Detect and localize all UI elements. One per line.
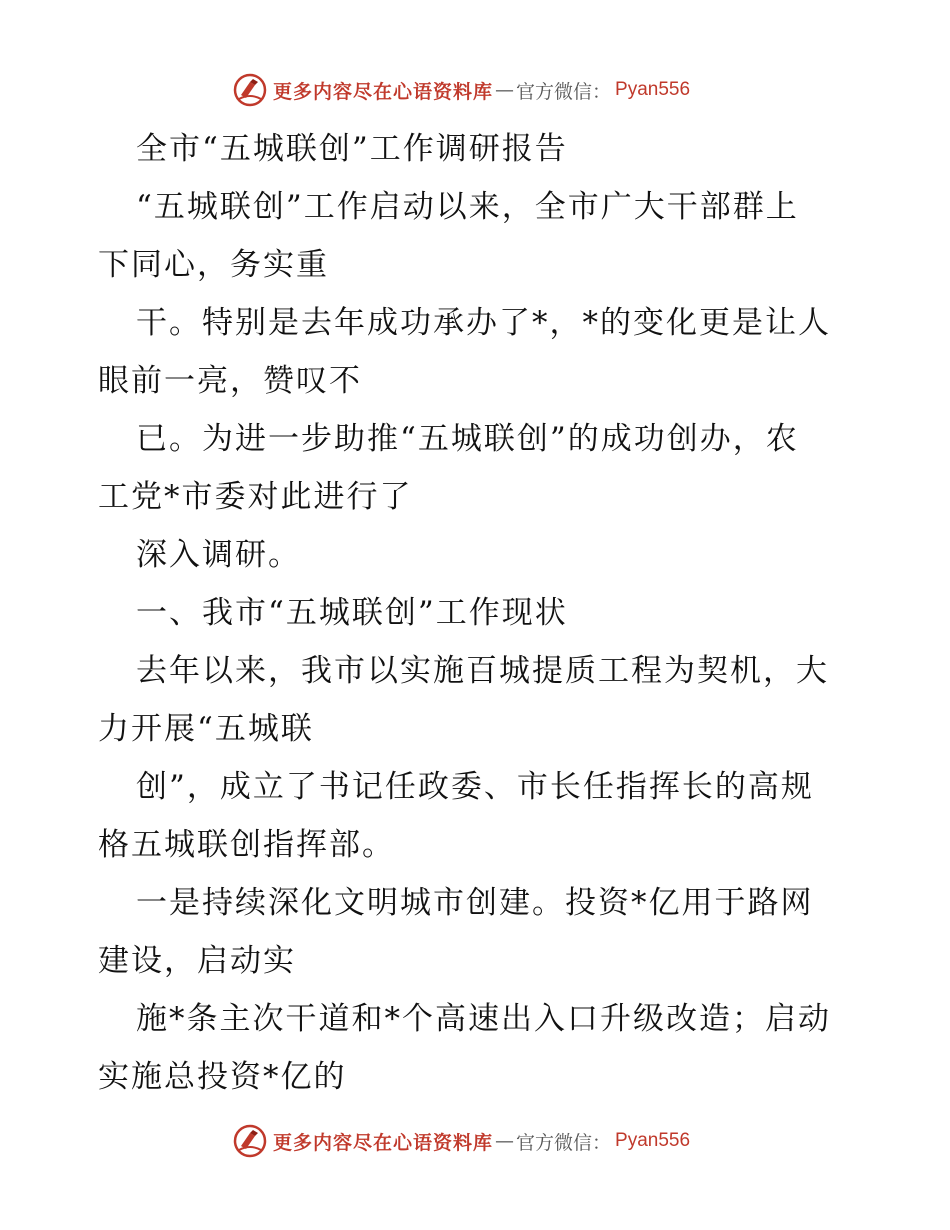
document-title: 全市“五城联创”工作调研报告: [136, 131, 568, 167]
text-line: 施*条主次干道和*个高速出入口升级改造；启动: [136, 1001, 831, 1037]
text-line: 去年以来，我市以实施百城提质工程为契机，大: [136, 653, 829, 689]
text-line: 格五城联创指挥部。: [98, 827, 395, 863]
banner-dash: —: [495, 1130, 515, 1152]
banner-dash: —: [495, 79, 515, 101]
banner-wechat-label: 官方微信：: [516, 80, 612, 103]
text-line: 一是持续深化文明城市创建。投资*亿用于路网: [136, 885, 814, 921]
text-line: 建设，启动实: [98, 943, 296, 979]
header-banner: [233, 70, 690, 110]
text-line: 创”，成立了书记任政委、市长任指挥长的高规: [136, 769, 814, 805]
text-line: 下同心，务实重: [98, 247, 329, 283]
banner-wechat-id: Pyan556: [615, 79, 691, 100]
text-line: 实施总投资*亿的: [98, 1059, 347, 1095]
banner-wechat-id: Pyan556: [615, 1130, 691, 1151]
footer-banner: [233, 1121, 690, 1161]
section-heading: 一、我市“五城联创”工作现状: [136, 595, 568, 631]
text-line: 已。为进一步助推“五城联创”的成功创办，农: [136, 421, 799, 457]
text-line: 力开展“五城联: [98, 711, 314, 747]
text-line: 深入调研。: [136, 537, 301, 573]
document-body: [98, 120, 858, 1106]
book-pen-logo-icon: [233, 1124, 267, 1158]
text-line: 干。特别是去年成功承办了*，*的变化更是让人: [136, 305, 831, 341]
text-line: “五城联创”工作启动以来，全市广大干部群上: [136, 189, 799, 225]
banner-title: 更多内容尽在心语资料库: [273, 1131, 494, 1154]
banner-title: 更多内容尽在心语资料库: [273, 80, 494, 103]
text-line: 工党*市委对此进行了: [98, 479, 413, 515]
book-pen-logo-icon: [233, 73, 267, 107]
banner-wechat-label: 官方微信：: [516, 1131, 612, 1154]
text-line: 眼前一亮，赞叹不: [98, 363, 362, 399]
